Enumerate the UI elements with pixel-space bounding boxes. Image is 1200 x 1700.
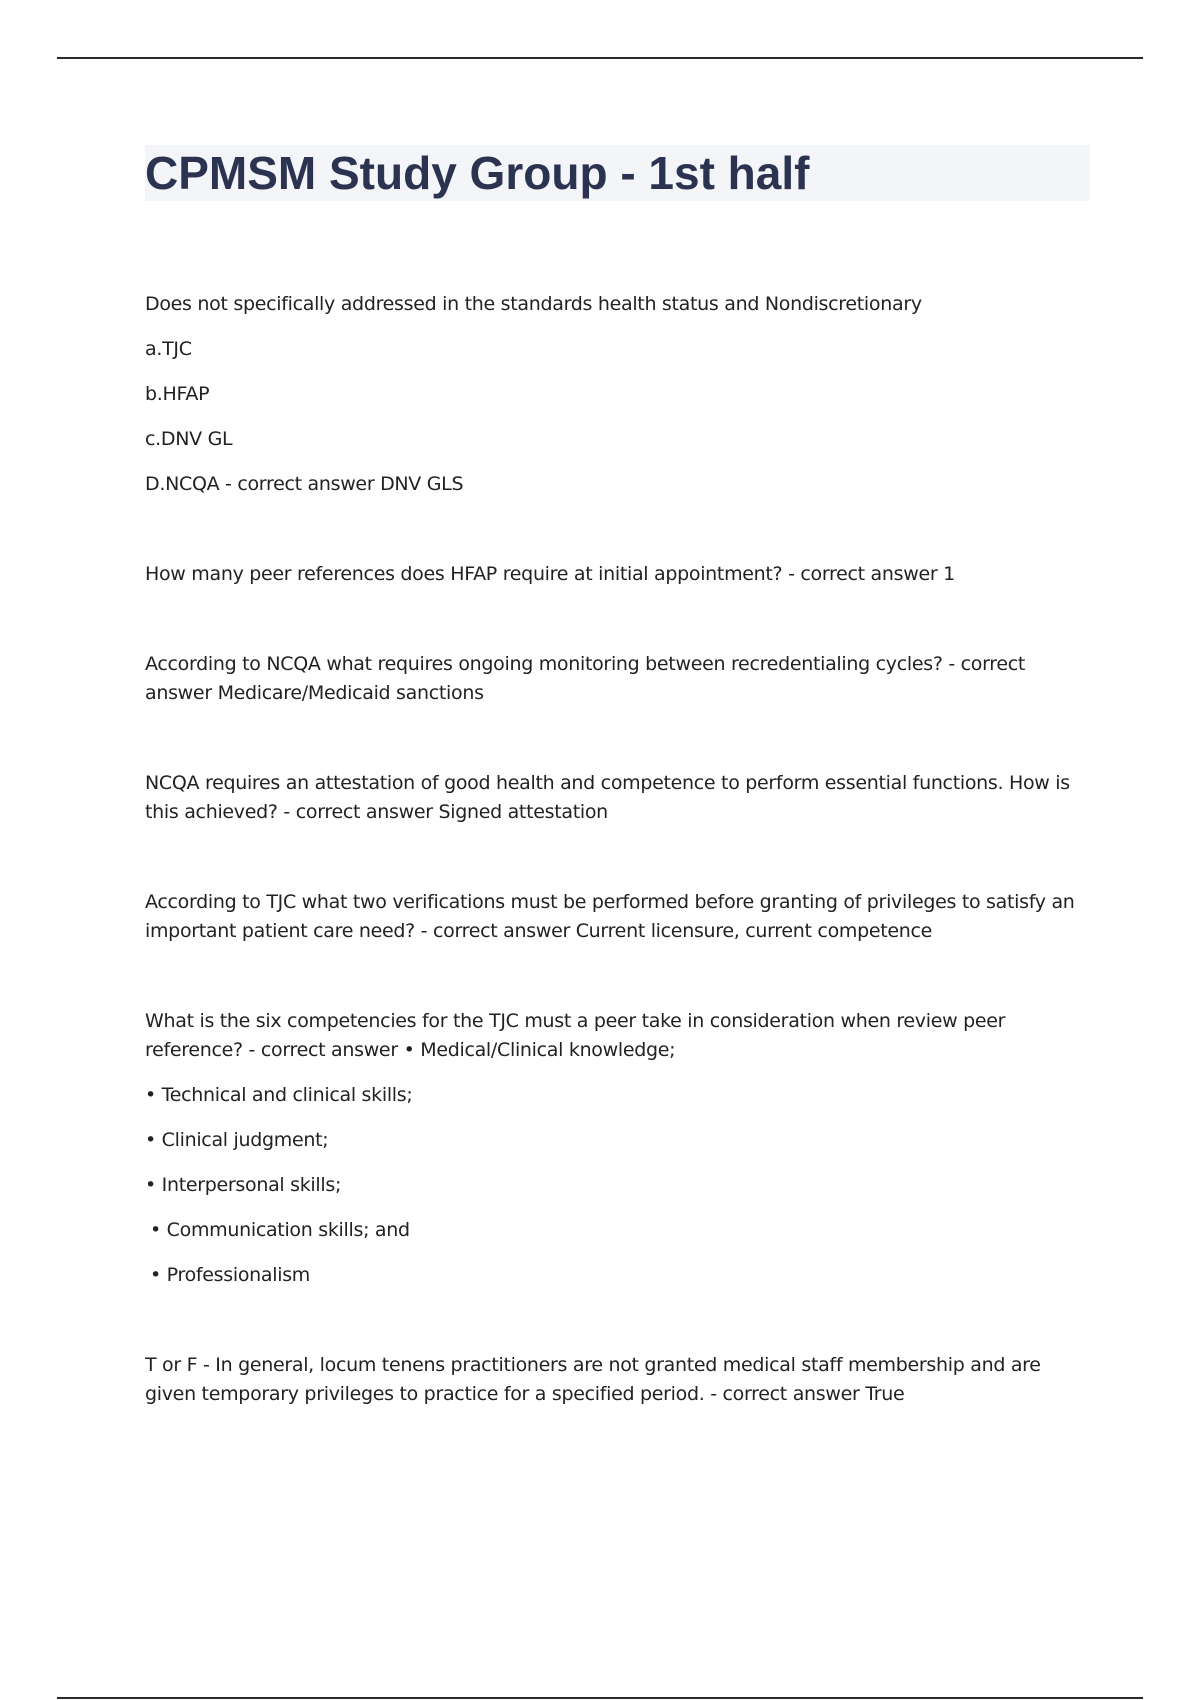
q5-text: According to TJC what two verifications must be performed before granting of privileges to satisfy an important patient care need? - correct answer Current licensure, current competence	[145, 891, 1075, 942]
page-title: CPMSM Study Group - 1st half	[145, 147, 810, 199]
q6-item-3: • Interpersonal skills;	[145, 1174, 342, 1196]
bottom-divider	[57, 1697, 1143, 1699]
q1-option-c: c.DNV GL	[145, 428, 233, 450]
q2-text: How many peer references does HFAP require at initial appointment? - correct answer 1	[145, 563, 955, 585]
q3-text: According to NCQA what requires ongoing monitoring between recredentialing cycles? - correct answer Medicare/Medicaid sanctions	[145, 653, 1026, 704]
q4-text: NCQA requires an attestation of good health and competence to perform essential functions. How is this achieved? - correct answer Signed attestation	[145, 772, 1070, 823]
q6-question: What is the six competencies for the TJC must a peer take in consideration when review peer reference? - correct answer • Medical/Clinical knowledge;	[145, 1010, 1006, 1061]
q6-item-4: • Communication skills; and	[150, 1219, 410, 1241]
q1-option-d: D.NCQA - correct answer DNV GLS	[145, 473, 464, 495]
q6-item-5: • Professionalism	[150, 1264, 311, 1286]
q6-item-2: • Clinical judgment;	[145, 1129, 329, 1151]
q1-option-a: a.TJC	[145, 338, 192, 360]
q1-option-b: b.HFAP	[145, 383, 210, 405]
q6-item-1: • Technical and clinical skills;	[145, 1084, 413, 1106]
q7-text: T or F - In general, locum tenens practitioners are not granted medical staff membership and are given temporary privileges to practice for a specified period. - correct answer True	[145, 1354, 1041, 1405]
top-divider	[57, 57, 1143, 59]
q1-question: Does not specifically addressed in the standards health status and Nondiscretionary	[145, 293, 922, 315]
document-body	[145, 290, 1090, 1409]
